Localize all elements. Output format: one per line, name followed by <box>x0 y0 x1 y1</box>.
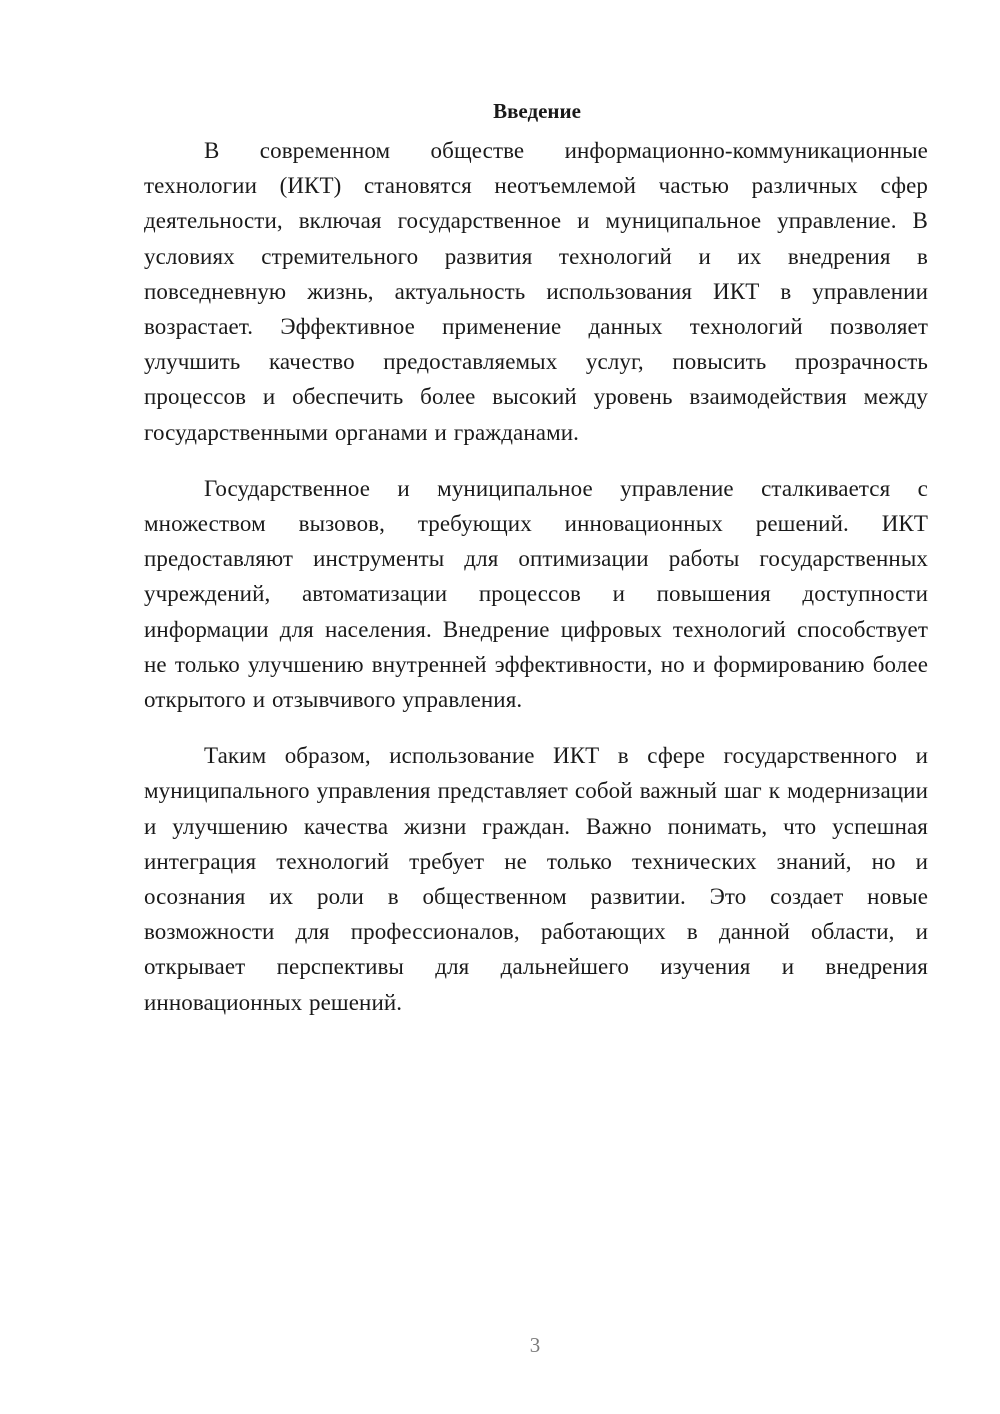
paragraph-1: В современном обществе информационно-коммуникационные технологии (ИКТ) становятся неотъемлемой частью различных сфер деятельности, включая государственное и муниципальное управление. В условиях стремительного развития технологий и их внедрения в повседневную жизнь, актуальность использования ИКТ в управлении возрастает. Эффективное применение данных технологий позволяет улучшить качество предоставляемых услуг, повысить прозрачность процессов и обеспечить более высокий уровень взаимодействия между государственными органами и гражданами. <box>144 138 928 445</box>
page-number: 3 <box>529 1333 541 1357</box>
document-body <box>144 96 928 1041</box>
paragraph-3: Таким образом, использование ИКТ в сфере государственного и муниципального управления представляет собой важный шаг к модернизации и улучшению качества жизни граждан. Важно понимать, что успешная интеграция технологий требует не только технических знаний, но и осознания их роли в общественном развитии. Это создает новые возможности для профессионалов, работающих в данной области, и открывает перспективы для дальнейшего изучения и внедрения инновационных решений. <box>144 743 928 1015</box>
paragraph-2: Государственное и муниципальное управление сталкивается с множеством вызовов, требующих инновационных решений. ИКТ предоставляют инструменты для оптимизации работы государственных учреждений, автоматизации процессов и повышения доступности информации для населения. Внедрение цифровых технологий способствует не только улучшению внутренней эффективности, но и формированию более открытого и отзывчивого управления. <box>144 475 928 713</box>
section-title: Введение <box>493 99 581 123</box>
